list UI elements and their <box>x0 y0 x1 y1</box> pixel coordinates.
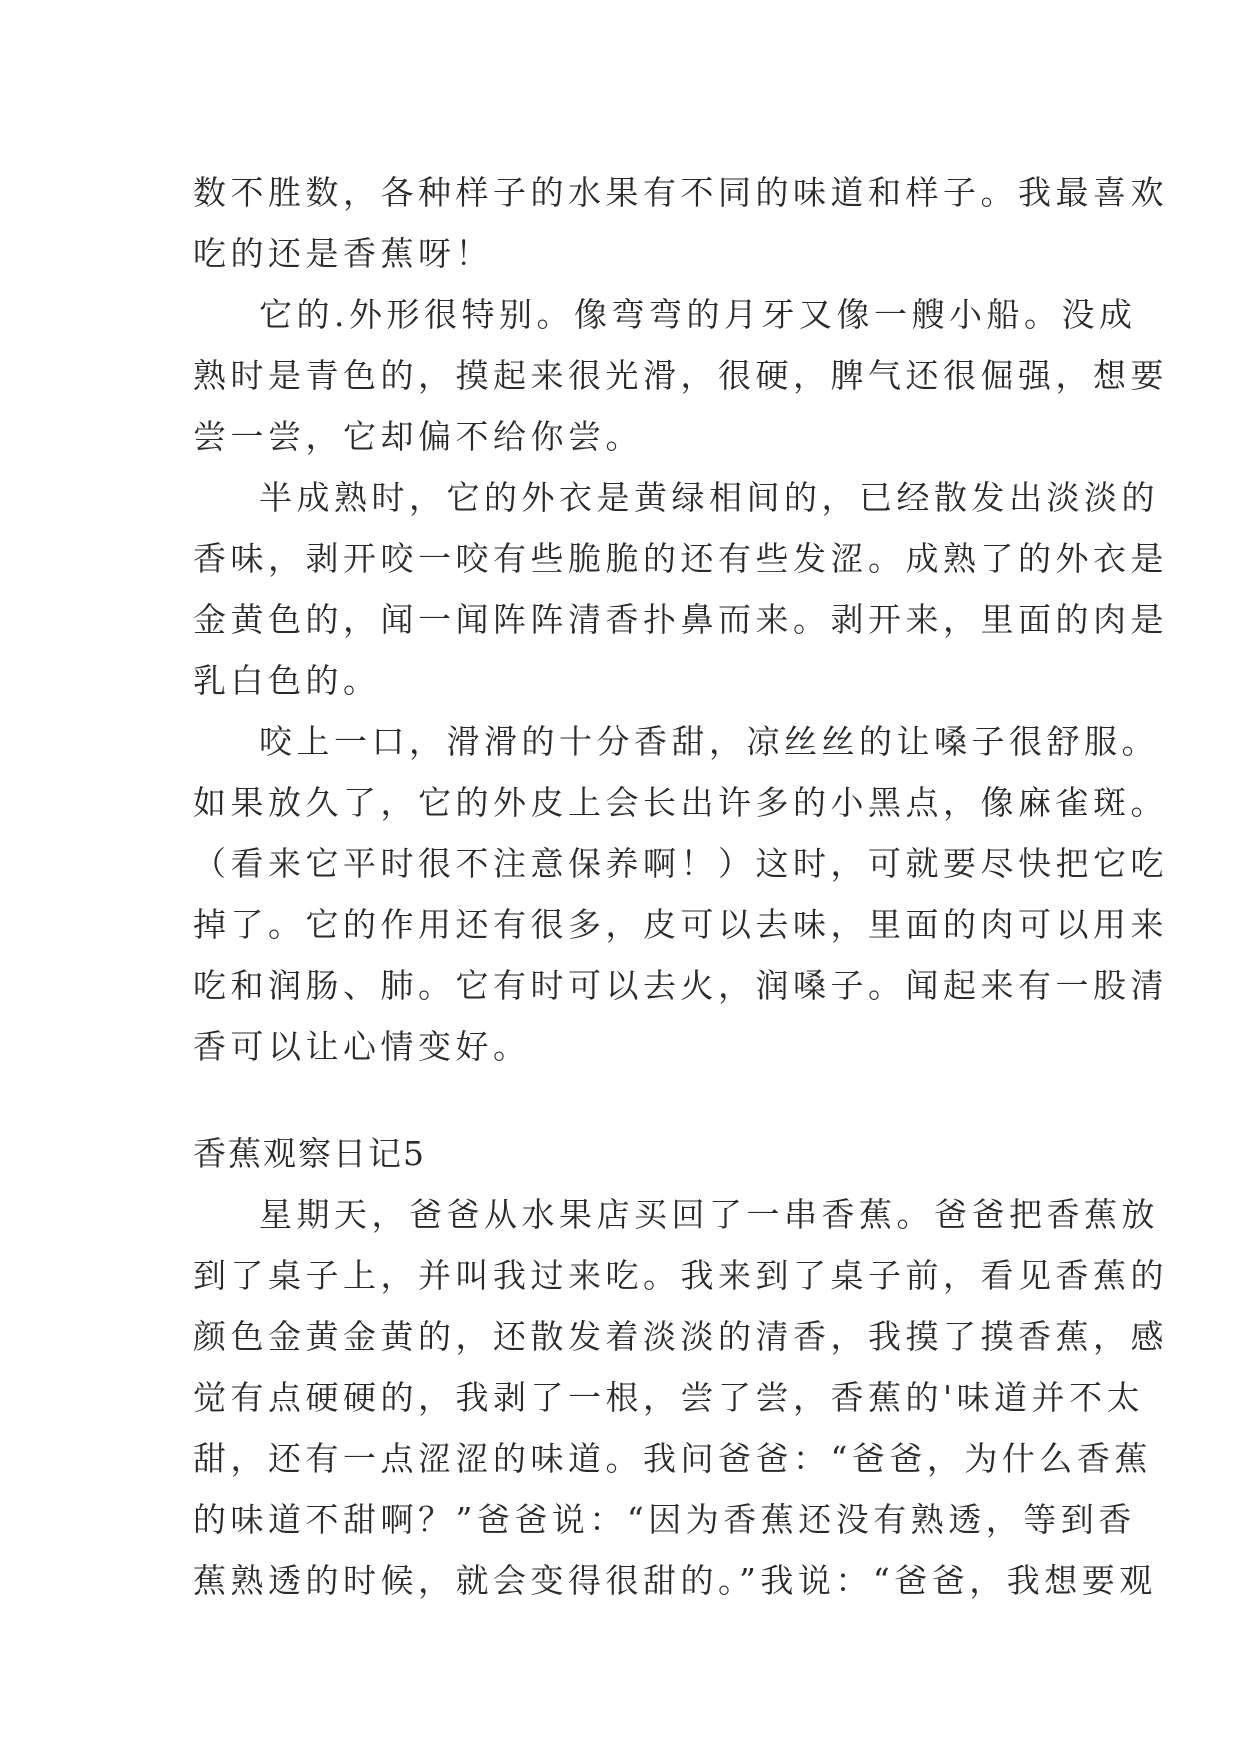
section-heading: 香蕉观察日记5 <box>193 1134 426 1173</box>
text-line: 数不胜数，各种样子的水果有不同的味道和样子。我最喜欢 <box>193 173 1168 212</box>
text-line: 它的.外形很特别。像弯弯的月牙又像一艘小船。没成 <box>259 295 1137 334</box>
text-line: 吃的还是香蕉呀！ <box>193 234 493 273</box>
text-line: 乳白色的。 <box>193 661 381 700</box>
text-line: 掉了。它的作用还有很多，皮可以去味，里面的肉可以用来 <box>193 905 1168 944</box>
text-line: 的味道不甜啊？”爸爸说：“因为香蕉还没有熟透，等到香 <box>193 1500 1136 1539</box>
paragraph <box>193 467 1168 711</box>
text-line: 到了桌子上，并叫我过来吃。我来到了桌子前，看见香蕉的 <box>193 1256 1168 1295</box>
text-line: 咬上一口，滑滑的十分香甜，凉丝丝的让嗓子很舒服。 <box>259 722 1159 761</box>
text-line: 甜，还有一点涩涩的味道。我问爸爸：“爸爸，为什么香蕉 <box>193 1439 1152 1478</box>
paragraph <box>193 1184 1168 1611</box>
paragraph <box>193 162 1168 284</box>
text-line: 香味，剥开咬一咬有些脆脆的还有些发涩。成熟了的外衣是 <box>193 539 1168 578</box>
text-line: 半成熟时，它的外衣是黄绿相间的，已经散发出淡淡的 <box>259 478 1159 517</box>
text-line: 金黄色的，闻一闻阵阵清香扑鼻而来。剥开来，里面的肉是 <box>193 600 1168 639</box>
text-line: 香可以让心情变好。 <box>193 1027 531 1066</box>
text-line: 吃和润肠、肺。它有时可以去火，润嗓子。闻起来有一股清 <box>193 966 1168 1005</box>
text-line: 熟时是青色的，摸起来很光滑，很硬，脾气还很倔强，想要 <box>193 356 1168 395</box>
paragraph <box>193 284 1168 467</box>
text-line: （看来它平时很不注意保养啊！）这时，可就要尽快把它吃 <box>193 844 1168 883</box>
section-gap <box>193 1077 1073 1123</box>
text-line: 如果放久了，它的外皮上会长出许多的小黑点，像麻雀斑。 <box>193 783 1168 822</box>
text-line: 颜色金黄金黄的，还散发着淡淡的清香，我摸了摸香蕉，感 <box>193 1317 1168 1356</box>
text-line: 蕉熟透的时候，就会变得很甜的。”我说：“爸爸，我想要观 <box>193 1561 1157 1600</box>
document-body <box>193 162 1168 1611</box>
text-line: 尝一尝，它却偏不给你尝。 <box>193 417 643 456</box>
text-line: 星期天，爸爸从水果店买回了一串香蕉。爸爸把香蕉放 <box>259 1195 1159 1234</box>
paragraph <box>193 711 1168 1077</box>
text-line: 觉有点硬硬的，我剥了一根，尝了尝，香蕉的'味道并不太 <box>193 1378 1145 1417</box>
